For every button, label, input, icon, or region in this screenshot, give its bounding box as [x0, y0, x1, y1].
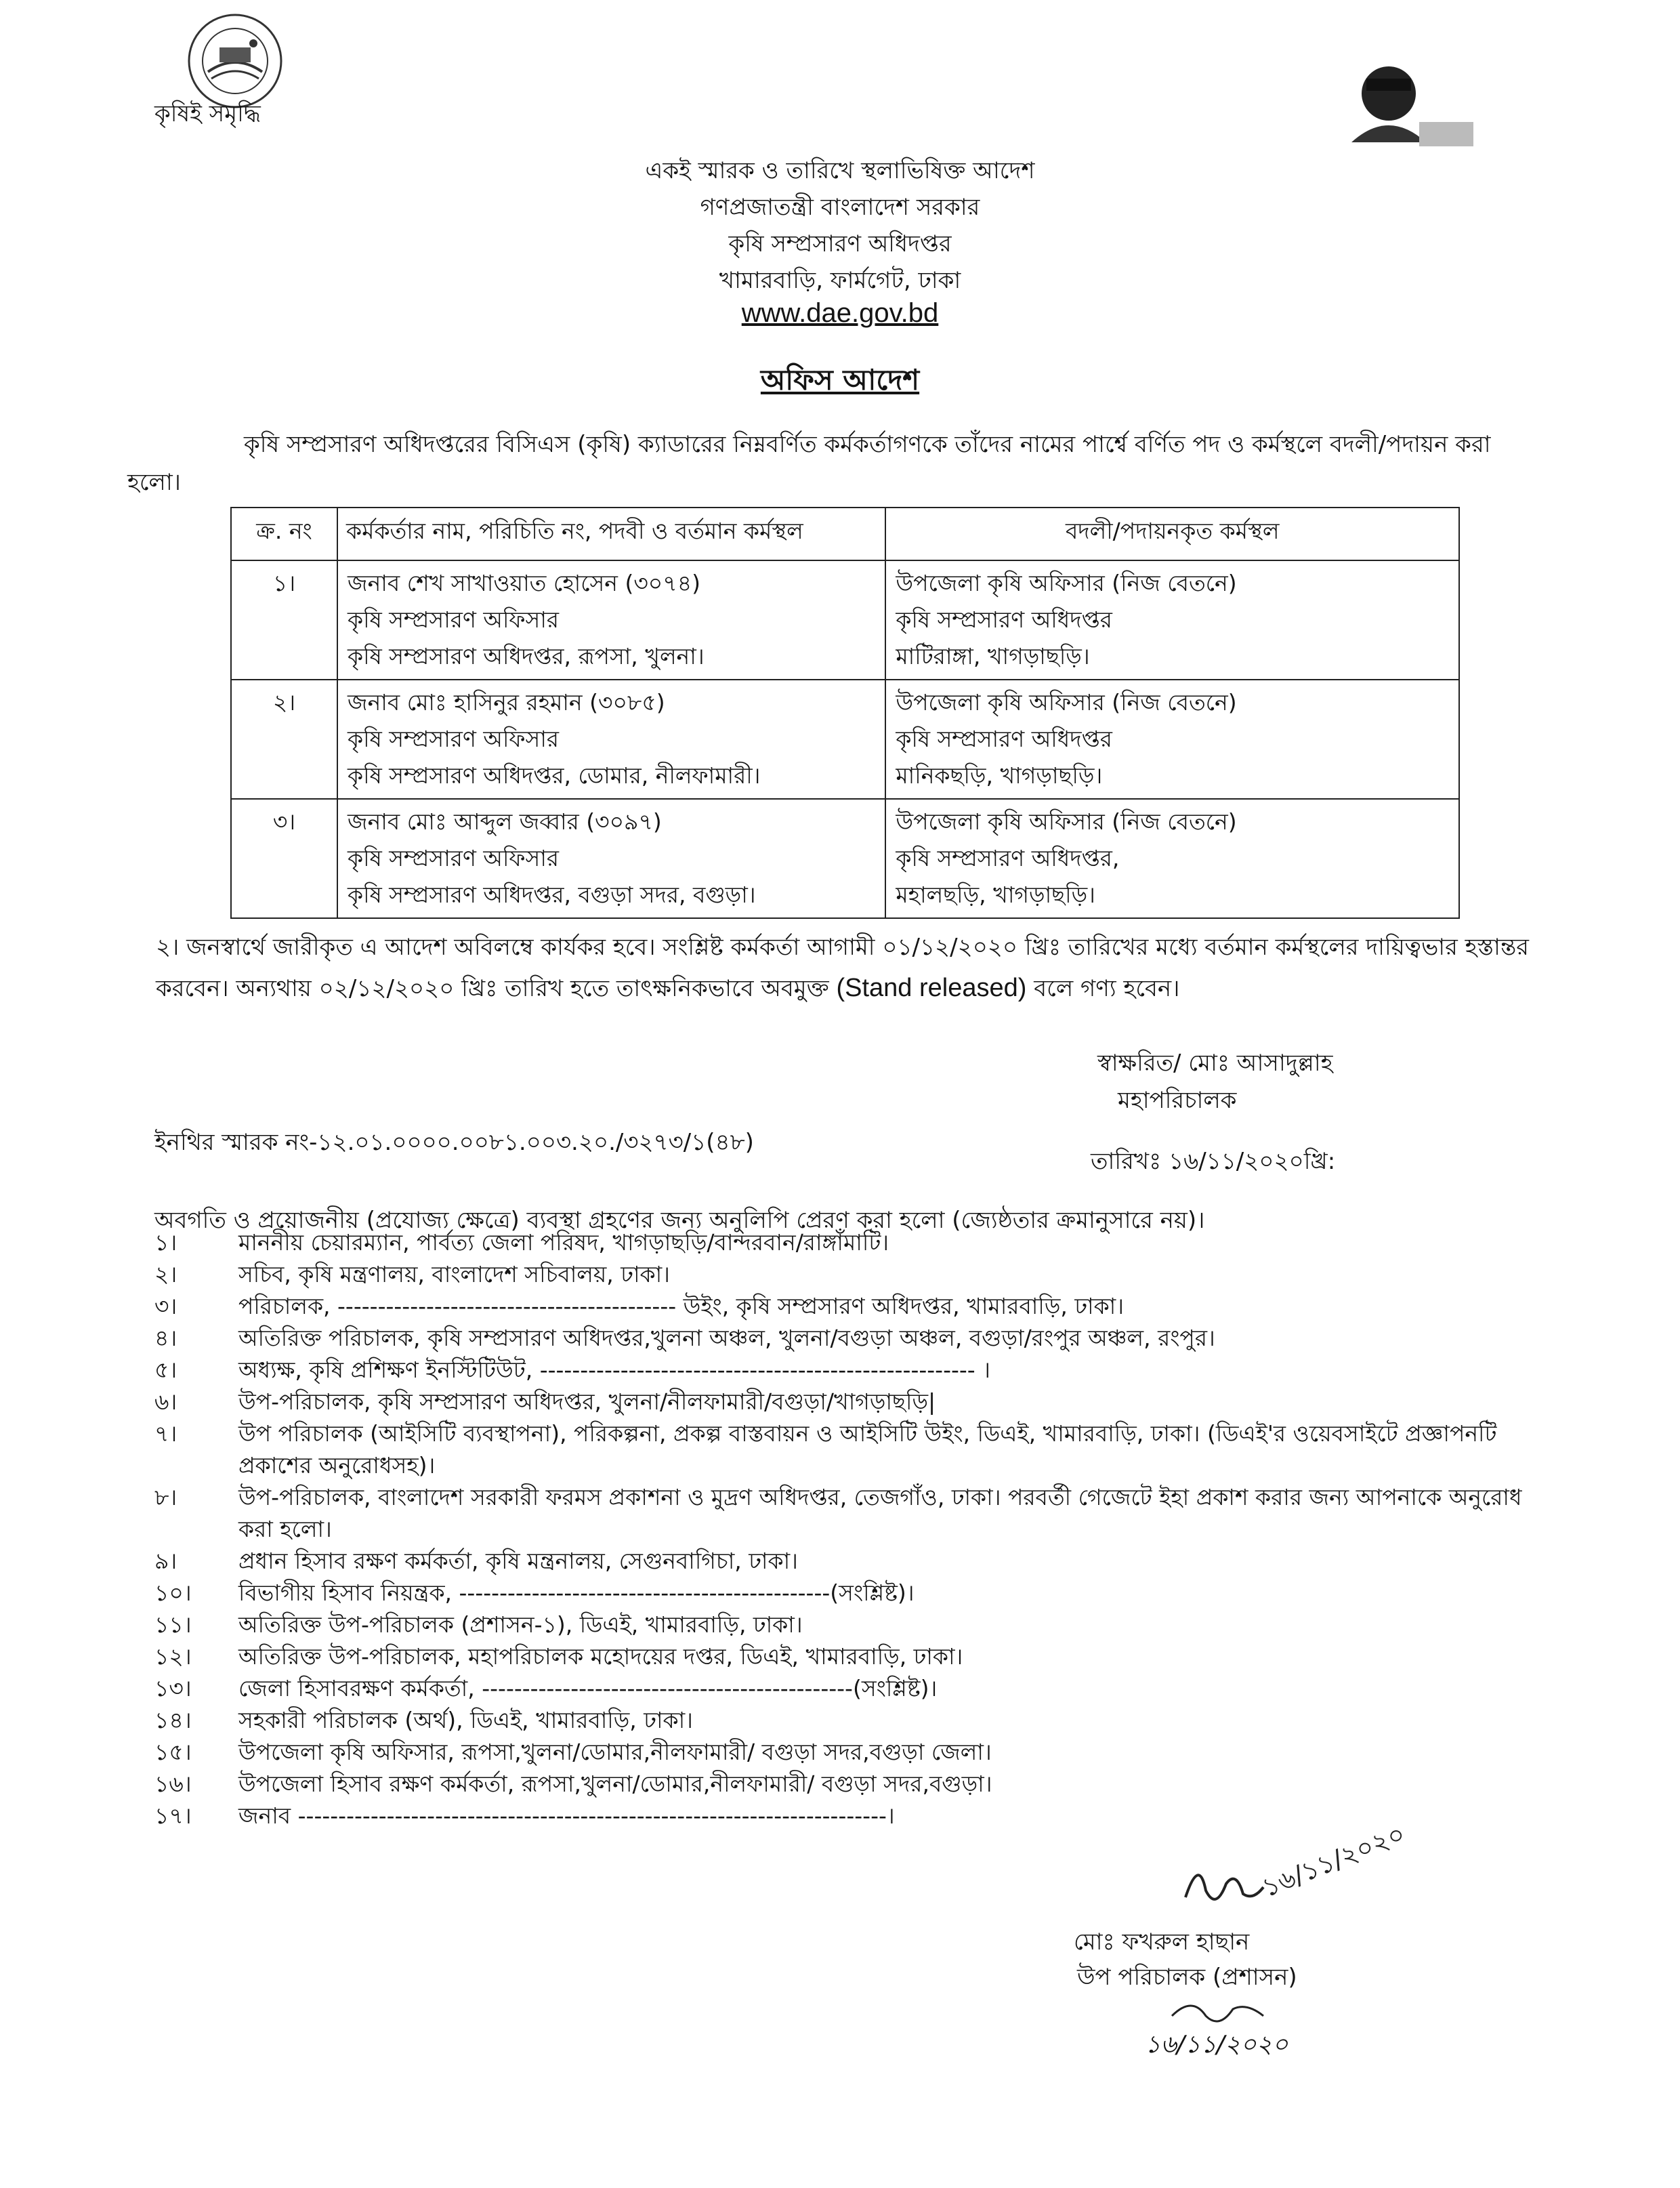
effect-text-b: বলে গণ্য হবেন।	[1034, 975, 1180, 1002]
list-item-number: ১৭।	[154, 1802, 192, 1829]
list-item-text: জনাব -------------------------------------------------------------------------।	[238, 1802, 895, 1829]
list-item-text: উপজেলা হিসাব রক্ষণ কর্মকর্তা, রূপসা,খুলনা/ডোমার,নীলফামারী/ বগুড়া সদর,বগুড়া।	[238, 1771, 992, 1797]
new-place: মানিকছড়ি, খাগড়াছড়ি।	[896, 762, 1103, 789]
list-item-number: ১৪।	[154, 1707, 192, 1733]
list-item-number: ১০।	[154, 1580, 192, 1606]
memo-number: ইনথির স্মারক নং-১২.০১.০০০০.০০৮১.০০৩.২০./৩২৭৩/১(৪৮)	[154, 1129, 754, 1156]
list-item	[154, 1354, 1550, 1386]
memo-date: তারিখঃ ১৬/১১/২০২০খ্রি:	[1091, 1148, 1336, 1175]
handwritten-date: ১৬/১১/২০২০	[1257, 1818, 1410, 1903]
effect-text-a: ২। জনস্বার্থে জারীকৃত এ আদেশ অবিলম্বে কার্যকর হবে। সংশ্লিষ্ট কর্মকর্তা আগামী ০১/১২/২০২০ খ্রিঃ তারিখের মধ্যে বর্তমান কর্মস্থলের দায়িত্বভার হস্তান্তর করবেন। অন্যথায় ০২/১২/২০২০ খ্রিঃ তারিখ হতে তাৎক্ষনিকভাবে অবমুক্ত	[156, 934, 1529, 1002]
intro-paragraph: কৃষি সম্প্রসারণ অধিদপ্তরের বিসিএস (কৃষি) ক্যাডারের নিম্নবর্ণিত কর্মকর্তাগণকে তাঁদের নামের পার্শ্বে বর্ণিত পদ ও কর্মস্থলে বদলী/পদায়ন করা হলো।	[127, 431, 1491, 496]
list-item	[154, 1704, 1550, 1736]
list-item	[154, 1258, 1550, 1290]
officer-designation: কৃষি সম্প্রসারণ অফিসার	[348, 845, 560, 871]
table-row	[231, 560, 1459, 680]
list-item	[154, 1290, 1550, 1322]
list-item-number: ১।	[154, 1229, 177, 1256]
list-item-number: ১১।	[154, 1611, 192, 1638]
list-item-text: অতিরিক্ত উপ-পরিচালক, মহাপরিচালক মহোদয়ের দপ্তর, ডিএই, খামারবাড়ি, ঢাকা।	[238, 1643, 963, 1670]
row-officer	[337, 799, 885, 918]
list-item	[154, 1640, 1550, 1672]
list-item-number: ১৫।	[154, 1739, 192, 1765]
new-place: মহালছড়ি, খাগড়াছড়ি।	[896, 882, 1095, 908]
new-department: কৃষি সম্প্রসারণ অধিদপ্তর,	[896, 845, 1120, 871]
list-item-text: সচিব, কৃষি মন্ত্রণালয়, বাংলাদেশ সচিবালয়, ঢাকা।	[238, 1261, 670, 1287]
officer-current-station: কৃষি সম্প্রসারণ অধিদপ্তর, ডোমার, নীলফামারী।	[348, 762, 761, 789]
officer-current-station: কৃষি সম্প্রসারণ অধিদপ্তর, বগুড়া সদর, বগুড়া।	[348, 882, 756, 908]
list-item-text: প্রধান হিসাব রক্ষণ কর্মকর্তা, কৃষি মন্ত্রনালয়, সেগুনবাগিচা, ঢাকা।	[238, 1548, 798, 1574]
list-item	[154, 1226, 1550, 1258]
list-item-text: জেলা হিসাবরক্ষণ কর্মকর্তা, ----------------------------------------------(সংশ্লিষ্ট)।	[238, 1675, 938, 1701]
officer-name: জনাব শেখ সাখাওয়াত হোসেন (৩০৭৪)	[348, 570, 701, 596]
list-item	[154, 1672, 1550, 1704]
table-row	[231, 680, 1459, 799]
cc-intro: অবগতি ও প্রয়োজনীয় (প্রযোজ্য ক্ষেত্রে) ব্যবস্থা গ্রহণের জন্য অনুলিপি প্রেরণ করা হলো (জ্যেষ্ঠতার ক্রমানুসারে নয়)।	[154, 1207, 1205, 1234]
list-item	[154, 1577, 1550, 1609]
list-item-number: ২।	[154, 1261, 177, 1287]
list-item-number: ১৬।	[154, 1771, 192, 1797]
list-item-number: ৪।	[154, 1325, 177, 1351]
list-item-text: উপজেলা কৃষি অফিসার, রূপসা,খুলনা/ডোমার,নীলফামারী/ বগুড়া সদর,বগুড়া জেলা।	[238, 1739, 992, 1765]
list-item-number: ৮।	[154, 1484, 177, 1510]
transfer-table	[230, 507, 1460, 919]
row-new-station	[885, 680, 1459, 799]
signatory-name: স্বাক্ষরিত/ মোঃ আসাদুল্লাহ	[1097, 1050, 1333, 1077]
new-department: কৃষি সম্প্রসারণ অধিদপ্তর	[896, 606, 1112, 633]
row-serial: ৩।	[231, 799, 337, 918]
officer-name: জনাব মোঃ হাসিনুর রহমান (৩০৮৫)	[348, 689, 665, 716]
cc-list	[154, 1226, 1550, 1832]
list-item	[154, 1736, 1550, 1768]
list-item-text: উপ-পরিচালক, কৃষি সম্প্রসারণ অধিদপ্তর, খুলনা/নীলফামারী/বগুড়া/খাগড়াছড়ি|	[238, 1388, 936, 1415]
list-item	[154, 1545, 1550, 1577]
list-item-number: ৭।	[154, 1420, 177, 1447]
officer-current-station: কৃষি সম্প্রসারণ অধিদপ্তর, রূপসা, খুলনা।	[348, 643, 705, 669]
effect-paragraph	[156, 927, 1538, 1009]
list-item-text: অধ্যক্ষ, কৃষি প্রশিক্ষণ ইনস্টিটিউট, ------------------------------------------------------ ।	[238, 1357, 990, 1383]
row-new-station	[885, 799, 1459, 918]
list-item-number: ১৩।	[154, 1675, 192, 1701]
list-item-text: পরিচালক, ------------------------------------------ উইং, কৃষি সম্প্রসারণ অধিদপ্তর, খামারবাড়ি, ঢাকা।	[238, 1293, 1125, 1319]
header-line-4: খামারবাড়ি, ফার্মগেট, ঢাকা	[719, 267, 961, 294]
emblem-caption: কৃষিই সমৃদ্ধি	[154, 100, 261, 127]
list-item	[154, 1322, 1550, 1354]
header-new-station: বদলী/পদায়নকৃত কর্মস্থল	[885, 508, 1459, 560]
row-officer	[337, 680, 885, 799]
row-serial: ১।	[231, 560, 337, 680]
list-item-text: উপ পরিচালক (আইসিটি ব্যবস্থাপনা), পরিকল্পনা, প্রকল্প বাস্তবায়ন ও আইসিটি উইং, ডিএই, খামারবাড়ি, ঢাকা। (ডিএই'র ওয়েবসাইটে প্রজ্ঞাপনটি প্রকাশের অনুরোধসহ)।	[238, 1420, 1497, 1479]
list-item-number: ৬।	[154, 1388, 177, 1415]
document-title: অফিস আদেশ	[760, 363, 920, 396]
website-link[interactable]: www.dae.gov.bd	[741, 298, 939, 328]
handwritten-date-2: ১৬/১১/২০২০	[1145, 2031, 1288, 2059]
list-item-number: ১২।	[154, 1643, 192, 1670]
list-item	[154, 1418, 1550, 1481]
new-post: উপজেলা কৃষি অফিসার (নিজ বেতনে)	[896, 570, 1237, 596]
new-post: উপজেলা কৃষি অফিসার (নিজ বেতনে)	[896, 689, 1237, 716]
officer-name: জনাব মোঃ আব্দুল জব্বার (৩০৯৭)	[348, 808, 662, 835]
row-serial: ২।	[231, 680, 337, 799]
table-row	[231, 799, 1459, 918]
mujib-year-logo	[1338, 54, 1480, 149]
header-line-3: কৃষি সম্প্রসারণ অধিদপ্তর	[728, 230, 952, 257]
row-officer	[337, 560, 885, 680]
list-item-number: ৯।	[154, 1548, 177, 1574]
list-item	[154, 1481, 1550, 1545]
header-officer: কর্মকর্তার নাম, পরিচিতি নং, পদবী ও বর্তমান কর্মস্থল	[337, 508, 885, 560]
officer-designation: কৃষি সম্প্রসারণ অফিসার	[348, 606, 560, 633]
row-new-station	[885, 560, 1459, 680]
new-post: উপজেলা কৃষি অফিসার (নিজ বেতনে)	[896, 808, 1237, 835]
effect-text-en: (Stand released)	[836, 974, 1027, 1002]
handwritten-signature	[1179, 1816, 1463, 1924]
header-line-1: একই স্মারক ও তারিখে স্থলাভিষিক্ত আদেশ	[645, 157, 1035, 184]
table-header-row	[231, 508, 1459, 560]
list-item	[154, 1609, 1550, 1640]
list-item-text: মাননীয় চেয়ারম্যান, পার্বত্য জেলা পরিষদ, খাগড়াছড়ি/বান্দরবান/রাঙ্গাঁমাটি।	[238, 1229, 889, 1256]
signer-name: মোঃ ফখরুল হাছান	[1074, 1928, 1250, 1956]
list-item-text: উপ-পরিচালক, বাংলাদেশ সরকারী ফরমস প্রকাশনা ও মুদ্রণ অধিদপ্তর, তেজগাঁও, ঢাকা। পরবর্তী গেজেটে ইহা প্রকাশ করার জন্য আপনাকে অনুরোধ করা হলো।	[238, 1484, 1522, 1542]
list-item-text: বিভাগীয় হিসাব নিয়ন্ত্রক, ----------------------------------------------(সংশ্লিষ্ট)।	[238, 1580, 915, 1606]
list-item-text: অতিরিক্ত উপ-পরিচালক (প্রশাসন-১), ডিএই, খামারবাড়ি, ঢাকা।	[238, 1611, 803, 1638]
list-item-number: ৩।	[154, 1293, 177, 1319]
signatory-designation: মহাপরিচালক	[1118, 1087, 1237, 1114]
header-line-2: গণপ্রজাতন্ত্রী বাংলাদেশ সরকার	[700, 194, 980, 221]
list-item	[154, 1386, 1550, 1418]
list-item-text: অতিরিক্ত পরিচালক, কৃষি সম্প্রসারণ অধিদপ্তর,খুলনা অঞ্চল, খুলনা/বগুড়া অঞ্চল, বগুড়া/রংপুর অঞ্চল, রংপুর।	[238, 1325, 1215, 1351]
list-item	[154, 1768, 1550, 1800]
list-item-text: সহকারী পরিচালক (অর্থ), ডিএই, খামারবাড়ি, ঢাকা।	[238, 1707, 693, 1733]
new-department: কৃষি সম্প্রসারণ অধিদপ্তর	[896, 726, 1112, 752]
officer-designation: কৃষি সম্প্রসারণ অফিসার	[348, 726, 560, 752]
new-place: মাটিরাঙ্গা, খাগড়াছড়ি।	[896, 643, 1090, 669]
signer-designation: উপ পরিচালক (প্রশাসন)	[1077, 1964, 1297, 1991]
list-item-number: ৫।	[154, 1357, 177, 1383]
header-serial: ক্র. নং	[231, 508, 337, 560]
